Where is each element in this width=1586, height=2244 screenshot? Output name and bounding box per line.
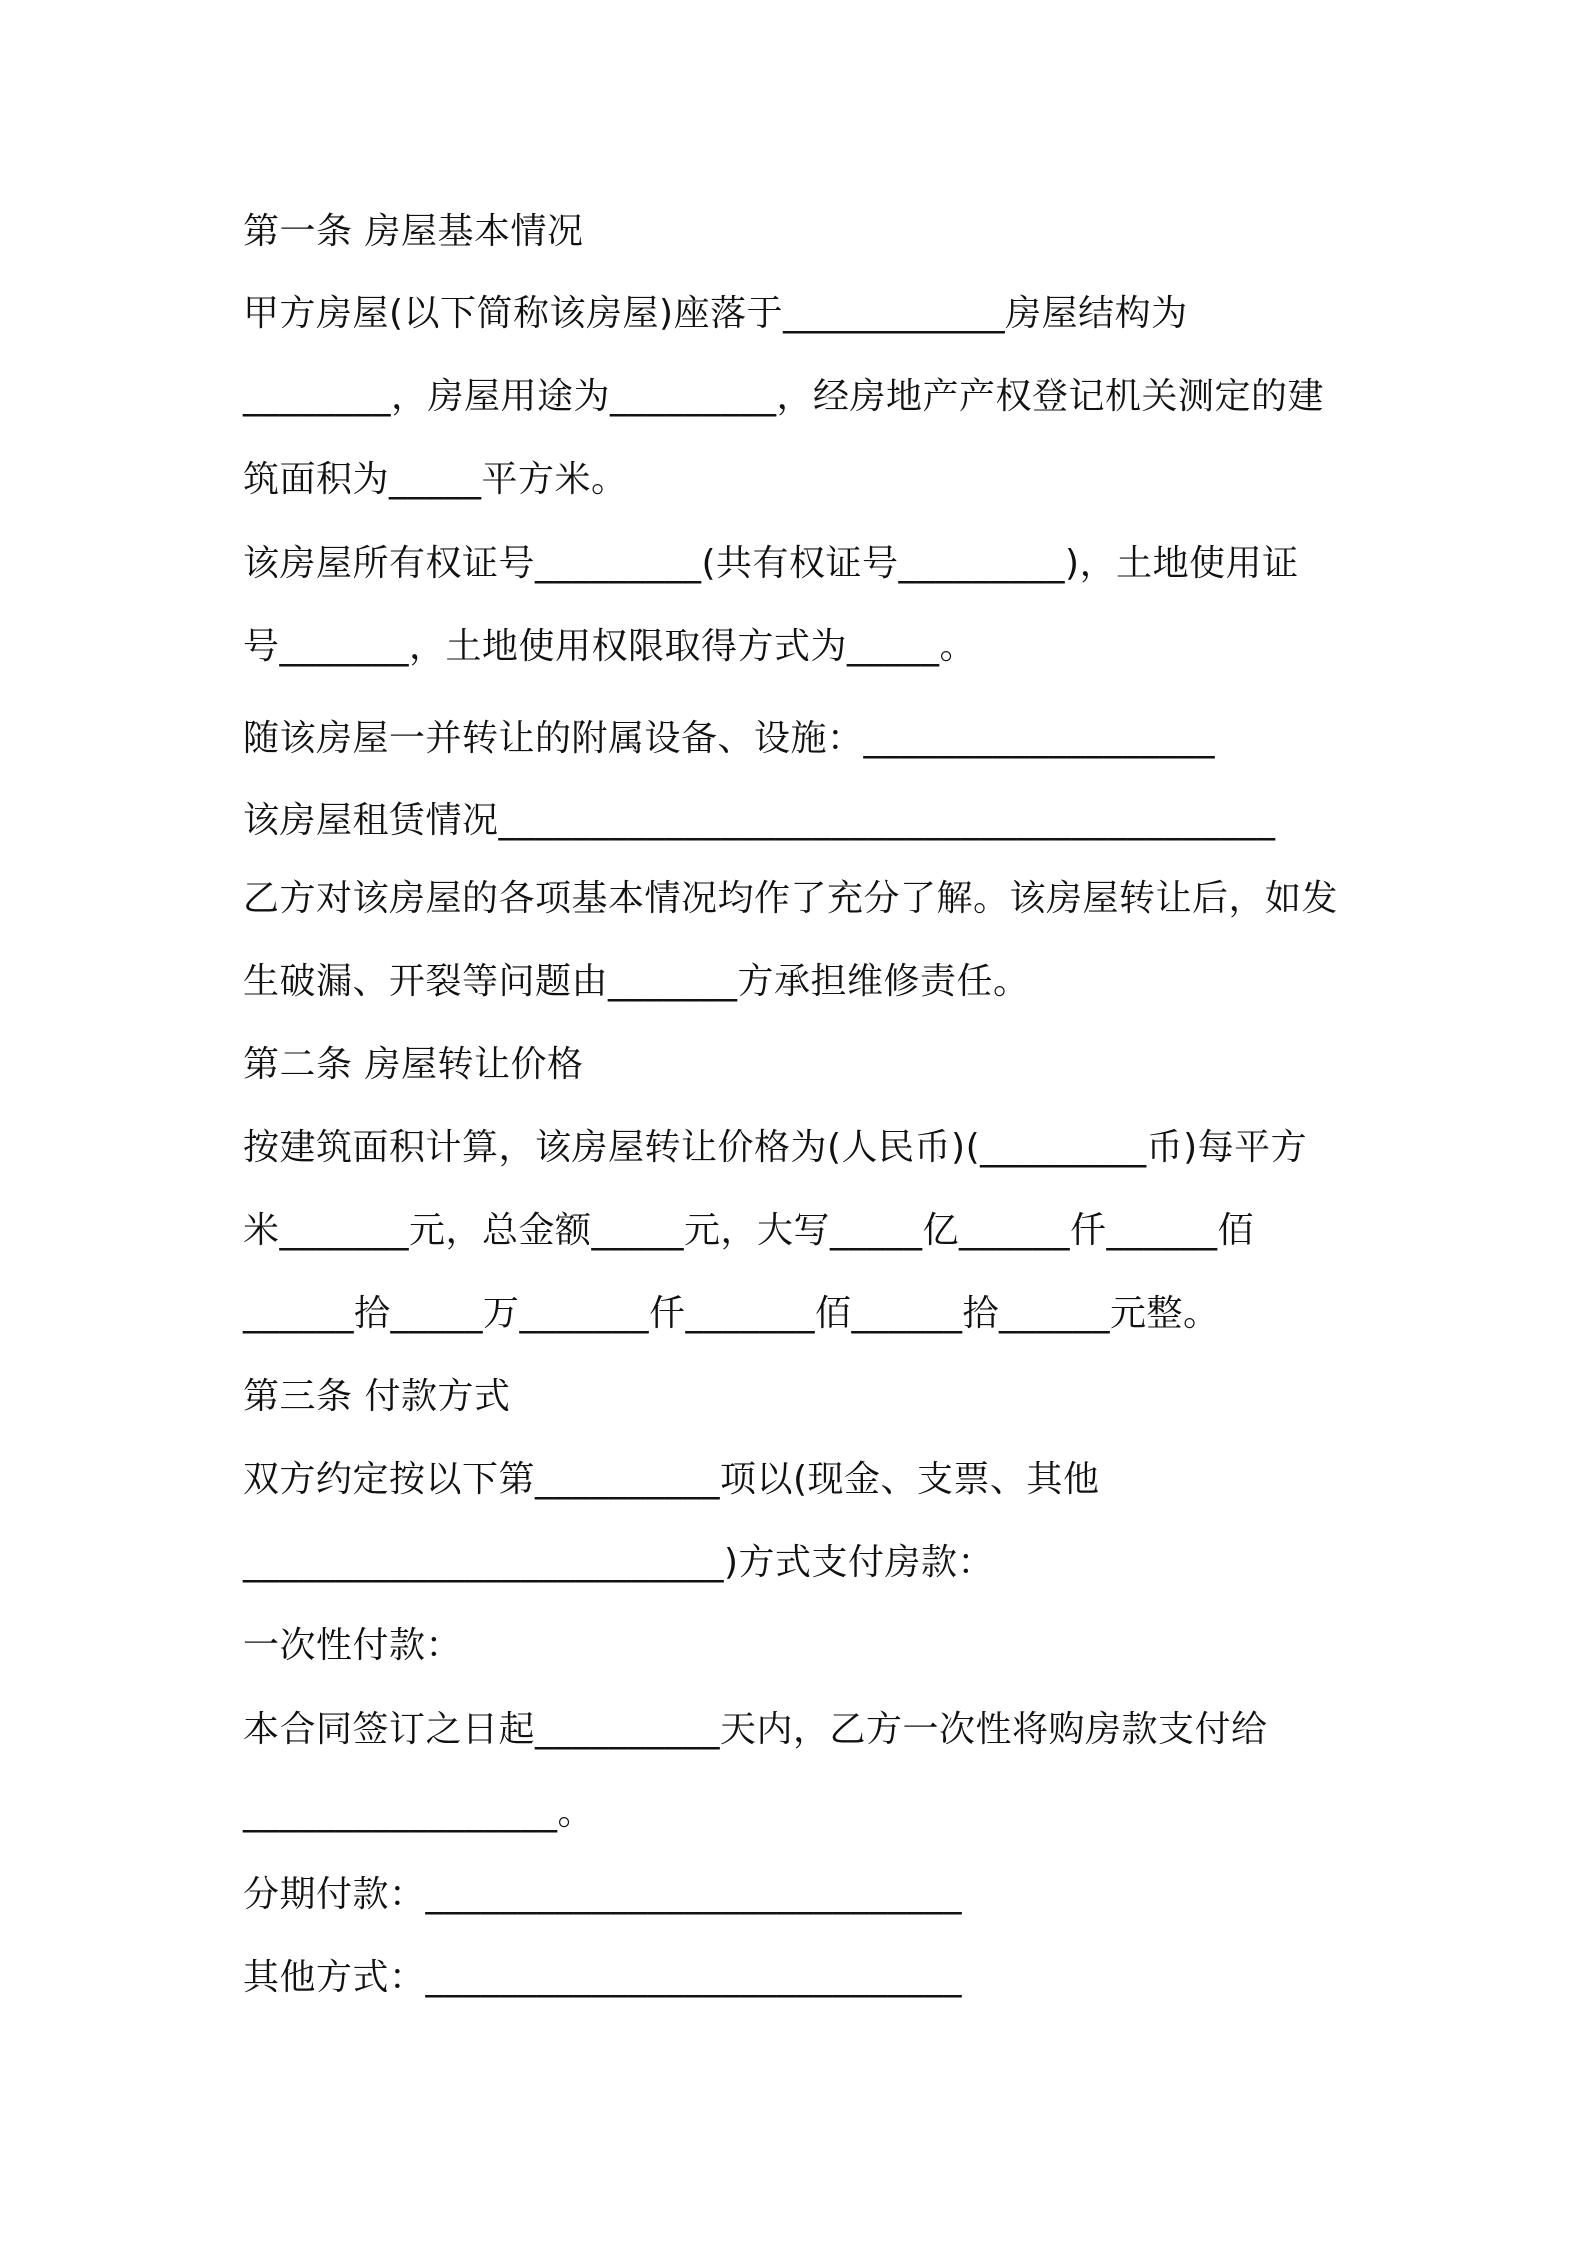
- article-3-line-method-cont: __________________________)方式支付房款：: [243, 1542, 995, 1583]
- article-1-line-facilities: 随该房屋一并转让的附属设备、设施：___________________: [243, 718, 1216, 759]
- article-3-lump-sum-heading: 一次性付款：: [243, 1625, 463, 1666]
- article-3-line-lump-sum: 本合同签订之日起__________天内，乙方一次性将购房款支付给: [243, 1709, 1268, 1750]
- article-3-heading: 第三条 付款方式: [243, 1376, 511, 1417]
- article-3-line-payee: _________________。: [243, 1792, 594, 1833]
- article-1-line-land-use: 号_______，土地使用权限取得方式为_____。: [243, 626, 977, 667]
- article-2-line-price: 按建筑面积计算，该房屋转让价格为(人民币)(_________币)每平方: [243, 1127, 1308, 1168]
- article-1-heading: 第一条 房屋基本情况: [243, 211, 584, 252]
- article-1-line-usage: ________，房屋用途为_________，经房地产产权登记机关测定的建: [243, 376, 1325, 417]
- article-1-line-lease: 该房屋租赁情况__________________________________________: [243, 800, 1276, 841]
- article-2-line-amount-words: ______拾_____万_______仟_______佰______拾______元整。: [243, 1293, 1220, 1334]
- article-3-line-other: 其他方式：_____________________________: [243, 1957, 963, 1998]
- article-2-heading: 第二条 房屋转让价格: [243, 1044, 584, 1085]
- article-1-line-area: 筑面积为_____平方米。: [243, 459, 628, 500]
- article-3-line-installment: 分期付款：_____________________________: [243, 1874, 963, 1915]
- article-1-line-repair: 生破漏、开裂等问题由_______方承担维修责任。: [243, 961, 1030, 1002]
- article-3-line-method: 双方约定按以下第__________项以(现金、支票、其他: [243, 1459, 1100, 1500]
- article-1-line-certificate: 该房屋所有权证号_________(共有权证号_________)，土地使用证: [243, 543, 1299, 584]
- article-2-line-amount: 米_______元，总金额_____元，大写_____亿______仟______佰: [243, 1210, 1255, 1251]
- article-1-line-inspection: 乙方对该房屋的各项基本情况均作了充分了解。该房屋转让后，如发: [243, 878, 1339, 919]
- article-1-line-location: 甲方房屋(以下简称该房屋)座落于____________房屋结构为: [243, 293, 1188, 334]
